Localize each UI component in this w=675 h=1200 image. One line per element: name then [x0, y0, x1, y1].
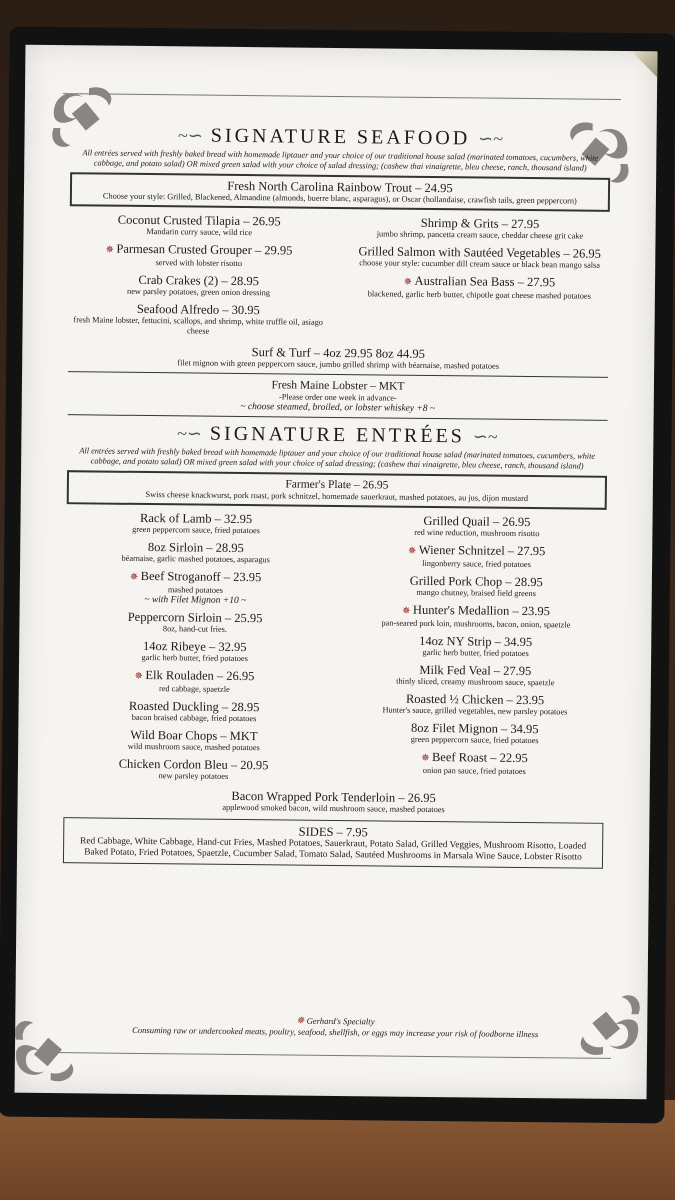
specialty-star-icon: ✵ — [105, 244, 117, 256]
farmer-name: Farmer's Plate – 26.95 — [285, 478, 389, 492]
menu-item-desc: choose your style: cucumber dill cream sauce or black bean mango salsa — [359, 258, 601, 270]
surf-turf-item — [68, 343, 608, 373]
menu-item-name-text: Beef Roast – 22.95 — [431, 750, 528, 766]
menu-item-name-text: Grilled Quail – 26.95 — [423, 513, 531, 530]
specialty-star-icon: ✵ — [421, 752, 433, 765]
menu-item-name — [69, 241, 328, 260]
surf-turf-name: Surf & Turf – 4oz 29.95 8oz 44.95 — [251, 345, 426, 361]
pork-name: Bacon Wrapped Pork Tenderloin – 26.95 — [231, 788, 436, 806]
menu-item — [350, 273, 609, 302]
menu-item — [346, 633, 605, 660]
lobster-note: -Please order one week in advance- — [278, 392, 397, 403]
menu-item-desc: mango chutney, braised field greens — [416, 587, 536, 599]
menu-item — [66, 510, 325, 537]
menu-item-desc: Hunter's sauce, grilled vegetables, new parsley potatoes — [382, 705, 568, 717]
menu-item — [69, 272, 328, 299]
menu-item-name-text: Roasted Duckling – 28.95 — [128, 698, 260, 715]
menu-item-name-text: Grilled Pork Chop – 28.95 — [409, 573, 543, 590]
menu-item — [350, 215, 609, 242]
lobster-choose: ~ choose steamed, broiled, or lobster whiskey +8 ~ — [240, 401, 436, 415]
menu-item-name-text: Wiener Schnitzel – 27.95 — [418, 542, 546, 559]
divider — [68, 414, 608, 421]
sides-desc: Red Cabbage, White Cabbage, Hand-cut Fries, Mashed Potatoes, Sauerkraut, Potato Salad, Grilled Veggies, Mushroom Risotto, Loaded Baked Potato, Fried Potatoes, Spaetzle, Cucumber Salad, Tomato Salad, Sautéed Mushrooms in Marsala Wine Sauce, Lobster Risotto — [80, 836, 587, 863]
menu-item-desc: onion pan sauce, fried potatoes — [422, 765, 526, 776]
menu-item-desc: bacon braised cabbage, fried potatoes — [131, 712, 257, 724]
menu-item-name-text: Rack of Lamb – 32.95 — [139, 510, 253, 527]
swirl-icon: ~∽ — [177, 423, 203, 444]
menu-item-name-text: Parmesan Crusted Grouper – 29.95 — [116, 241, 293, 258]
entrees-left-column — [64, 510, 326, 788]
menu-item-name-text: Shrimp & Grits – 27.95 — [420, 215, 540, 232]
menu-content — [63, 123, 611, 869]
menu-item — [347, 513, 606, 540]
menu-item-desc: green peppercorn sauce, fried potatoes — [410, 734, 539, 746]
menu-item — [64, 756, 323, 783]
menu-item-name-text: 8oz Sirloin – 28.95 — [147, 540, 244, 556]
seafood-left-column — [68, 212, 329, 343]
menu-item — [347, 573, 606, 600]
trout-box — [70, 172, 610, 212]
menu-item-desc: served with lobster risotto — [155, 258, 243, 268]
menu-item-desc: new parsley potatoes, green onion dressing — [127, 286, 270, 298]
menu-item — [66, 568, 326, 607]
farmer-desc: Swiss cheese knackwurst, pork roast, pork schnitzel, homemade sauerkraut, mashed potatoes, au jus, dijon mustard — [145, 490, 529, 504]
menu-item-name-text: Crab Crakes (2) – 28.95 — [138, 272, 259, 289]
menu-item-desc: mashed potatoes — [167, 585, 223, 595]
swirl-icon: ∽~ — [478, 128, 504, 149]
specialty-star-icon: ✵ — [134, 670, 146, 683]
menu-item-desc: fresh Maine lobster, fettucini, scallops, and shrimp, white truffle oil, asiago cheese — [73, 315, 324, 336]
lobster-item — [68, 376, 608, 416]
menu-item — [346, 602, 605, 631]
menu-item-name-text: Grilled Salmon with Sautéed Vegetables – 26.95 — [358, 244, 602, 261]
entrees-intro: All entrées served with freshly baked bread with homemade liptauer and your choice of our traditional house salad (marinated tomatoes, cucumbers, white cabbage, and potato salad) OR mixed green salad with your choice of salad dressing; (cashew thai vinaigrette, bleu cheese, ranch, thousand island) — [79, 446, 596, 471]
entrees-heading — [67, 421, 607, 450]
lobster-name: Fresh Maine Lobster – MKT — [271, 379, 405, 393]
trout-desc: Choose your style: Grilled, Blackened, Almandine (almonds, buerre blanc, asparagus), or Oscar (hollandaise, crawfish tails, green peppercorn) — [102, 191, 577, 206]
seafood-intro: All entrées served with freshly baked bread with homemade liptauer and your choice of our traditional house salad (marinated tomatoes, cucumbers, white cabbage, and potato salad) OR mixed green salad with your choice of salad dressing; (cashew thai vinaigrette, bleu cheese, ranch, thousand island) — [82, 148, 599, 173]
swirl-icon: ∽~ — [472, 426, 498, 447]
menu-item-desc: garlic herb butter, fried potatoes — [141, 652, 248, 664]
menu-item-desc: 8oz, hand-cut fries. — [162, 624, 228, 634]
menu-item — [68, 301, 328, 338]
sides-title: SIDES – 7.95 — [298, 824, 368, 840]
menu-item-name-text: Coconut Crusted Tilapia – 26.95 — [117, 212, 281, 229]
menu-item-desc: Mandarin curry sauce, wild rice — [146, 226, 253, 238]
menu-item-desc: thinly sliced, creamy mushroom sauce, spaetzle — [396, 676, 555, 688]
pork-desc: applewood smoked bacon, wild mushroom sauce, mashed potatoes — [222, 802, 445, 815]
menu-item — [65, 638, 324, 665]
menu-item-name-text: Beef Stroganoff – 23.95 — [140, 568, 262, 585]
menu-item-desc: new parsley potatoes — [158, 771, 229, 781]
menu-item — [345, 749, 604, 778]
menu-item-name-text: Elk Rouladen – 26.95 — [145, 668, 255, 684]
menu-item-name-text: Australian Sea Bass – 27.95 — [414, 273, 556, 290]
menu-item-desc: wild mushroom sauce, mashed potatoes — [127, 741, 260, 753]
menu-item — [347, 542, 606, 571]
foodborne-warning: Consuming raw or undercooked meats, poultry, seafood, shellfish, or eggs may increase your risk of foodborne illness — [132, 1024, 539, 1040]
menu-item-desc: béarnaise, garlic mashed potatoes, asparagus — [121, 553, 270, 565]
specialty-note: Gerhard's Specialty — [306, 1015, 375, 1027]
menu-item-name-text: 14oz Ribeye – 32.95 — [143, 638, 247, 655]
menu-item-desc: red wine reduction, mushroom risotto — [414, 527, 540, 539]
seafood-columns — [68, 212, 609, 346]
menu-item — [69, 241, 328, 270]
farmer-box — [67, 470, 607, 510]
menu-item-name-text: 14oz NY Strip – 34.95 — [419, 633, 533, 650]
menu-item — [66, 539, 325, 566]
menu-item — [350, 244, 609, 271]
menu-item-desc: garlic herb butter, fried potatoes — [422, 647, 529, 659]
corner-protector — [631, 51, 657, 77]
surf-turf-desc: filet mignon with green peppercorn sauce, jumbo grilled shrimp with béarnaise, mashed potatoes — [177, 358, 500, 371]
specialty-star-icon: ✵ — [129, 571, 141, 583]
menu-item — [64, 698, 323, 725]
specialty-star-icon: ✵ — [295, 1015, 305, 1027]
pork-tenderloin-item — [63, 787, 603, 817]
menu-item-desc: blackened, garlic herb butter, chipotle goat cheese mashed potatoes — [367, 289, 591, 301]
menu-item-name-text: Hunter's Medallion – 23.95 — [412, 602, 551, 619]
menu-item-name-text: Peppercorn Sirloin – 25.95 — [127, 609, 263, 626]
menu-item-name-text: Wild Boar Chops – MKT — [130, 727, 258, 744]
menu-item-desc: jumbo shrimp, pancetta cream sauce, cheddar cheese grit cake — [376, 229, 584, 241]
seafood-heading — [70, 123, 610, 152]
seafood-right-column — [349, 215, 610, 346]
menu-item — [345, 720, 604, 747]
menu-item — [346, 662, 605, 689]
menu-page — [15, 45, 658, 1100]
menu-item-desc: lingonberry sauce, fried potatoes — [422, 558, 531, 570]
specialty-star-icon: ✵ — [403, 276, 415, 288]
menu-item-name-text: Seafood Alfredo – 30.95 — [136, 301, 260, 318]
menu-item-desc: red cabbage, spaetzle — [158, 684, 230, 694]
entrees-columns — [64, 510, 607, 791]
menu-item-desc: green peppercorn sauce, fried potatoes — [132, 524, 260, 536]
trout-name: Fresh North Carolina Rainbow Trout – 24.95 — [227, 178, 453, 196]
menu-item — [345, 691, 604, 718]
menu-item-desc: pan-seared pork loin, mushrooms, bacon, onion, spaetzle — [381, 618, 571, 630]
specialty-star-icon: ✵ — [407, 545, 419, 557]
menu-item — [65, 609, 324, 636]
menu-item — [70, 212, 329, 239]
entrees-title: SIGNATURE ENTRÉES — [209, 422, 465, 448]
menu-item-extra: ~ with Filet Mignon +10 ~ — [144, 594, 247, 607]
menu-item-name-text: Chicken Cordon Bleu – 20.95 — [118, 756, 269, 773]
specialty-star-icon: ✵ — [402, 605, 414, 617]
menu-item-name-text: Roasted ½ Chicken – 23.95 — [405, 691, 545, 708]
seafood-title: SIGNATURE SEAFOOD — [210, 124, 471, 150]
sides-box — [63, 817, 603, 869]
menu-item — [65, 667, 324, 696]
menu-item-name-text: 8oz Filet Mignon – 34.95 — [410, 720, 539, 737]
swirl-icon: ~∽ — [177, 125, 203, 146]
menu-item-name-text: Milk Fed Veal – 27.95 — [419, 662, 532, 679]
menu-item — [64, 727, 323, 754]
entrees-right-column — [345, 513, 607, 791]
